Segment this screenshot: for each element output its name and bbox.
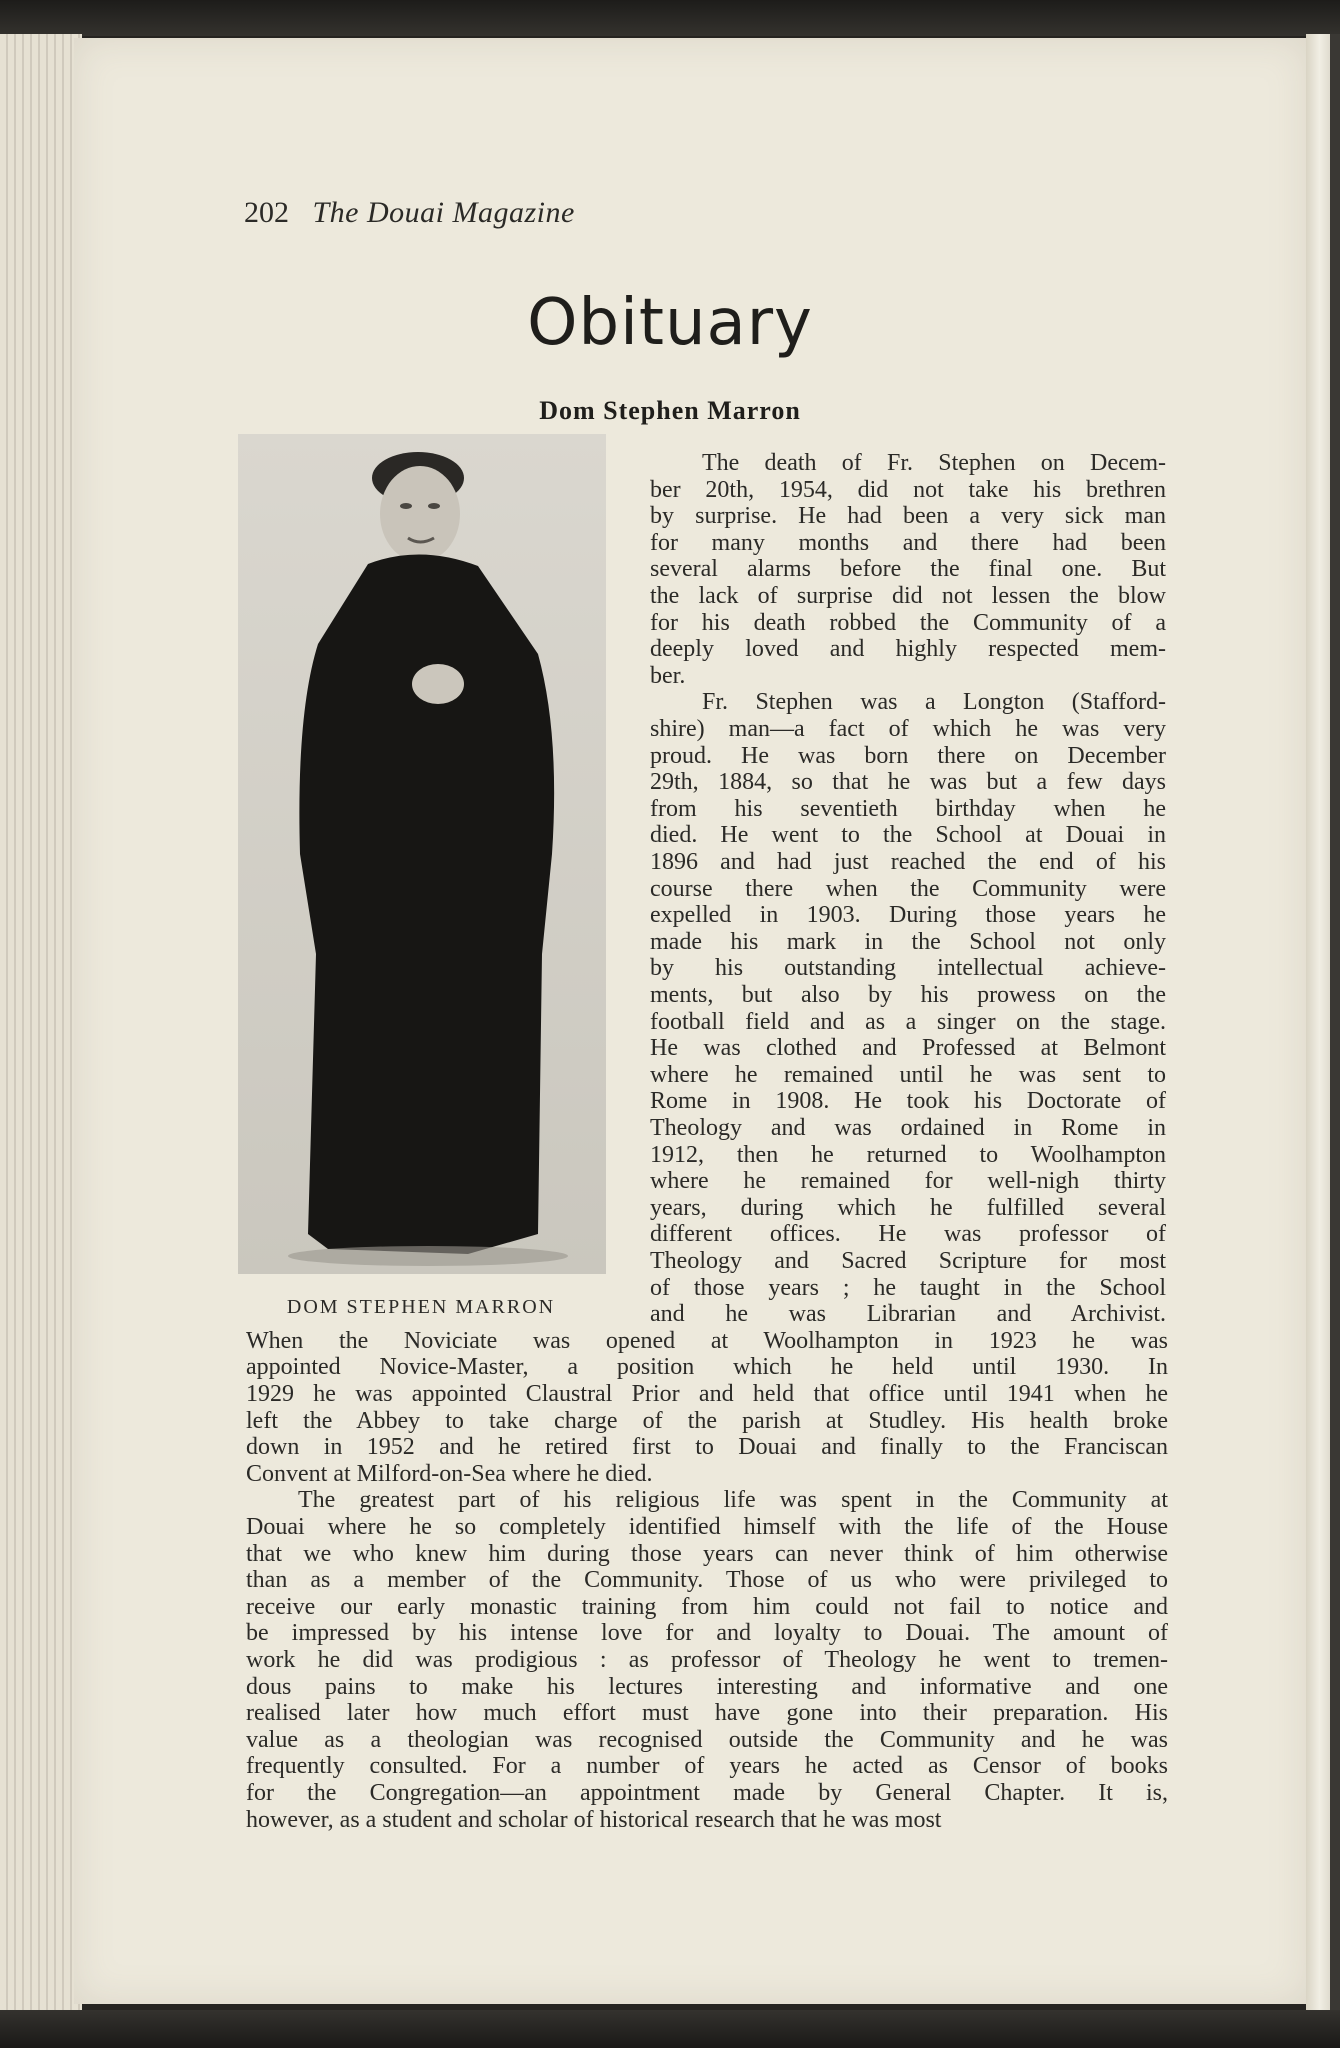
text-line: The death of Fr. Stephen on Decem-	[702, 450, 1166, 476]
text-line: the lack of surprise did not lessen the blow	[650, 583, 1166, 609]
text-line: down in 1952 and he retired first to Douai and finally to the Franciscan	[246, 1434, 1168, 1460]
portrait-figure	[238, 434, 606, 1274]
running-head	[244, 196, 575, 230]
article-subheading: Dom Stephen Marron	[539, 396, 801, 425]
text-line: of those years ; he taught in the School	[650, 1275, 1166, 1301]
text-line: The greatest part of his religious life was spent in the Community at	[298, 1487, 1168, 1513]
text-line: made his mark in the School not only	[650, 929, 1166, 955]
text-line: Theology and Sacred Scripture for most	[650, 1248, 1166, 1274]
text-line: course there when the Community were	[650, 876, 1166, 902]
text-line: Rome in 1908. He took his Doctorate of	[650, 1088, 1166, 1114]
text-line: expelled in 1903. During those years he	[650, 902, 1166, 928]
text-line: and he was Librarian and Archivist.	[650, 1301, 1166, 1327]
text-line: 1912, then he returned to Woolhampton	[650, 1142, 1166, 1168]
text-line: He was clothed and Professed at Belmont	[650, 1035, 1166, 1061]
text-line: appointed Novice-Master, a position which he held until 1930. In	[246, 1354, 1168, 1380]
text-line: ments, but also by his prowess on the	[650, 982, 1166, 1008]
text-line: frequently consulted. For a number of years he acted as Censor of books	[246, 1753, 1168, 1779]
text-line: value as a theologian was recognised outside the Community and he was	[246, 1727, 1168, 1753]
text-line: different offices. He was professor of	[650, 1221, 1166, 1247]
text-line: work he did was prodigious : as professor of Theology he went to tremen-	[246, 1647, 1168, 1673]
text-line: 1929 he was appointed Claustral Prior and held that office until 1941 when he	[246, 1381, 1168, 1407]
text-line: When the Noviciate was opened at Woolhampton in 1923 he was	[246, 1328, 1168, 1354]
text-line: for many months and there had been	[650, 530, 1166, 556]
text-line: realised later how much effort must have gone into their preparation. His	[246, 1700, 1168, 1726]
text-line: Theology and was ordained in Rome in	[650, 1115, 1166, 1141]
page-number: 202	[244, 196, 289, 229]
text-line: deeply loved and highly respected mem-	[650, 636, 1166, 662]
text-line: ber 20th, 1954, did not take his brethren	[650, 477, 1166, 503]
text-line: Douai where he so completely identified himself with the life of the House	[246, 1514, 1168, 1540]
text-line: proud. He was born there on December	[650, 743, 1166, 769]
text-line: 29th, 1884, so that he was but a few days	[650, 769, 1166, 795]
text-line: from his seventieth birthday when he	[650, 796, 1166, 822]
text-line: football field and as a singer on the stage.	[650, 1009, 1166, 1035]
photo-caption: DOM STEPHEN MARRON	[286, 1296, 556, 1318]
text-line: died. He went to the School at Douai in	[650, 822, 1166, 848]
text-line: that we who knew him during those years can never think of him otherwise	[246, 1541, 1168, 1567]
text-line: Fr. Stephen was a Longton (Stafford-	[702, 689, 1166, 715]
text-line: shire) man—a fact of which he was very	[650, 716, 1166, 742]
section-heading: Obituary	[527, 286, 813, 360]
text-line: years, during which he fulfilled several	[650, 1195, 1166, 1221]
text-line: where he remained for well-nigh thirty	[650, 1168, 1166, 1194]
text-line: several alarms before the final one. But	[650, 556, 1166, 582]
text-line: receive our early monastic training from him could not fail to notice and	[246, 1594, 1168, 1620]
text-line: however, as a student and scholar of historical research that he was most	[246, 1807, 942, 1833]
text-line: Convent at Milford-on-Sea where he died.	[246, 1461, 653, 1487]
text-line: dous pains to make his lectures interesting and informative and one	[246, 1674, 1168, 1700]
text-line: by his outstanding intellectual achieve-	[650, 955, 1166, 981]
text-line: be impressed by his intense love for and loyalty to Douai. The amount of	[246, 1620, 1168, 1646]
text-line: than as a member of the Community. Those of us who were privileged to	[246, 1567, 1168, 1593]
text-line: for the Congregation—an appointment made by General Chapter. It is,	[246, 1780, 1168, 1806]
text-line: for his death robbed the Community of a	[650, 610, 1166, 636]
magazine-title: The Douai Magazine	[312, 196, 575, 229]
text-line: by surprise. He had been a very sick man	[650, 503, 1166, 529]
portrait-photo	[238, 434, 606, 1274]
text-line: 1896 and had just reached the end of his	[650, 849, 1166, 875]
scan-top-border	[0, 0, 1340, 36]
scan-bottom-border	[0, 2010, 1340, 2048]
text-line: ber.	[650, 663, 686, 689]
text-line: left the Abbey to take charge of the parish at Studley. His health broke	[246, 1408, 1168, 1434]
text-line: where he remained until he was sent to	[650, 1062, 1166, 1088]
